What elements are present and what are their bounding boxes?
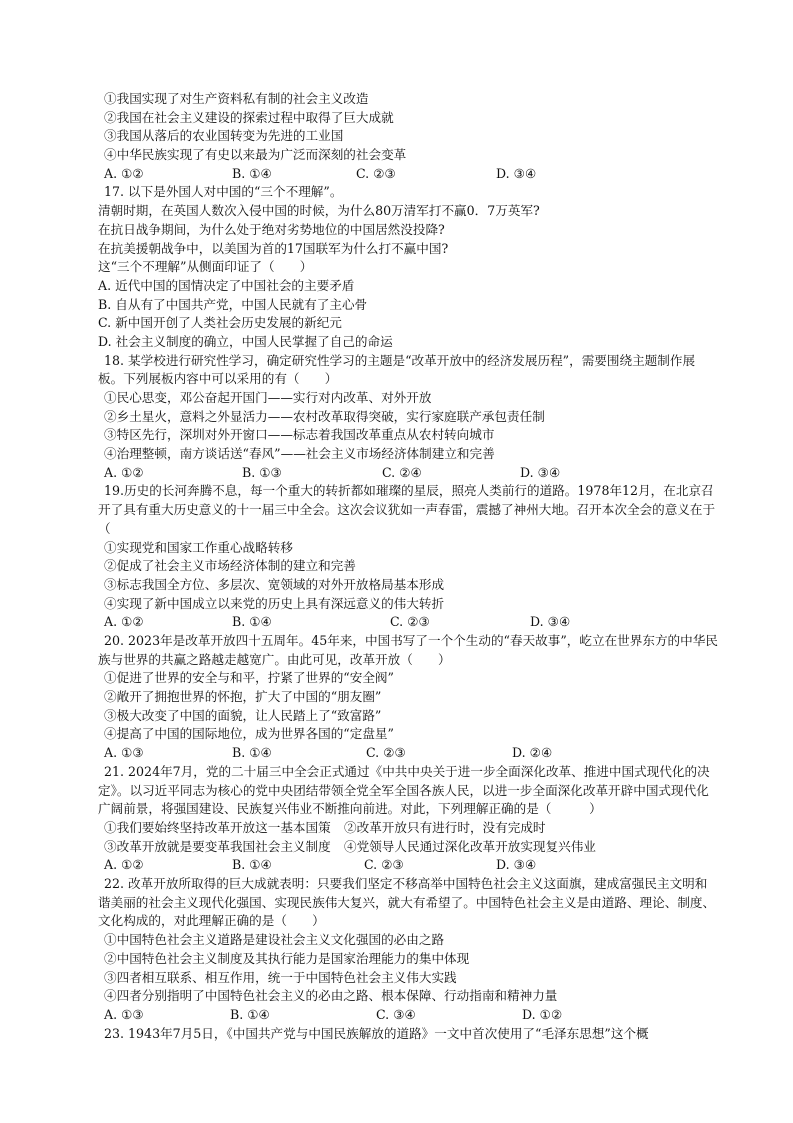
q19-item-1: ①实现党和国家工作重心战略转移 [104, 539, 293, 555]
q17-line-1: 清朝时期，在英国人数次入侵中国的时候，为什么80万清军打不赢0．7万英军? [98, 203, 540, 219]
q20-item-1: ①促进了世界的安全与和平，拧紧了世界的“安全阀” [104, 670, 394, 686]
q22-item-4: ④四者分别指明了中国特色社会主义的必由之路、根本保障、行动指南和精神力量 [104, 988, 558, 1004]
q16-options [98, 165, 718, 184]
q22-options [98, 1006, 718, 1025]
q20-option-b[interactable]: B. ①④ [232, 745, 272, 761]
q17-choice-c[interactable]: C. 新中国开创了人类社会历史发展的新纪元 [98, 315, 342, 331]
exam-page [98, 90, 718, 1043]
q18-options [98, 464, 718, 483]
q21-item-4: ④党领导人民通过深化改革开放实现复兴伟业 [344, 838, 596, 854]
q22-option-a[interactable]: A. ①③ [104, 1006, 144, 1022]
q19-option-c[interactable]: C. ②③ [390, 614, 430, 630]
q21-options [98, 856, 718, 875]
q16-option-a[interactable]: A. ①② [104, 165, 144, 181]
q18-item-2: ②乡土星火，意料之外显活力——农村改革取得突破，实行家庭联产承包责任制 [104, 408, 545, 424]
q18-option-d[interactable]: D. ③④ [520, 464, 561, 480]
q16-option-c[interactable]: C. ②③ [356, 165, 396, 181]
q23-stem: 23. 1943年7月5日，《中国共产党与中国民族解放的道路》一文中首次使用了“毛泽东思想”这个概 [104, 1025, 649, 1041]
q21-item-2: ②改革开放只有进行时，没有完成时 [344, 819, 546, 835]
q22-item-2: ②中国特色社会主义制度及其执行能力是国家治理能力的集中体现 [104, 950, 470, 966]
q20-stem: 20. 2023年是改革开放四十五周年。45年来，中国书写了一个个生动的“春天故事”，屹立在世界东方的中华民族与世界的共赢之路越走越宽广。由此可见，改革开放（ ） [98, 633, 718, 667]
q20-option-d[interactable]: D. ②④ [512, 745, 553, 761]
q16-item-2: ②我国在社会主义建设的探索过程中取得了巨大成就 [104, 109, 394, 125]
q19-item-3: ③标志我国全方位、多层次、宽领域的对外开放格局基本形成 [104, 576, 445, 592]
q17-choice-b[interactable]: B. 自从有了中国共产党，中国人民就有了主心骨 [98, 296, 368, 312]
q21-option-d[interactable]: D. ③④ [496, 857, 537, 873]
q21-option-b[interactable]: B. ①④ [232, 857, 272, 873]
q17-line-3: 在抗美援朝战争中，以美国为首的17国联军为什么打不赢中国? [98, 240, 449, 256]
q22-item-3: ③四者相互联系、相互作用，统一于中国特色社会主义伟大实践 [104, 969, 457, 985]
q16-option-b[interactable]: B. ①④ [232, 165, 272, 181]
q22-item-1: ①中国特色社会主义道路是建设社会主义文化强国的必由之路 [104, 932, 445, 948]
q16-item-3: ③我国从落后的农业国转变为先进的工业国 [104, 128, 344, 144]
q20-option-a[interactable]: A. ①③ [104, 745, 144, 761]
q17-line-2: 在抗日战争期间，为什么处于绝对劣势地位的中国居然没投降? [98, 221, 445, 237]
q20-item-3: ③极大改变了中国的面貌，让人民踏上了“致富路” [104, 707, 382, 723]
q21-option-c[interactable]: C. ②③ [364, 857, 404, 873]
q16-option-d[interactable]: D. ③④ [496, 165, 537, 181]
q18-option-b[interactable]: B. ①③ [242, 464, 282, 480]
q16-item-1: ①我国实现了对生产资料私有制的社会主义改造 [104, 91, 369, 106]
q22-option-d[interactable]: D. ①② [522, 1006, 563, 1022]
q17-choice-d[interactable]: D. 社会主义制度的确立，中国人民掌握了自己的命运 [98, 333, 393, 349]
q18-option-c[interactable]: C. ②④ [382, 464, 422, 480]
q19-options [98, 613, 718, 632]
q21-items-row-1 [98, 819, 718, 838]
q18-item-1: ①民心思变，邓公奋起开国门——实行对内改革、对外开放 [104, 390, 432, 406]
q19-option-b[interactable]: B. ①④ [232, 614, 272, 630]
q22-stem: 22. 改革开放所取得的巨大成就表明：只要我们坚定不移高举中国特色社会主义这面旗，建成富强民主文明和谐美丽的社会主义现代化强国、实现民族伟大复兴，就大有希望了。中国特色社会主义是由道路、理论、制度、文化构成的，对此理解正确的是（ ） [98, 876, 716, 929]
q18-item-3: ③特区先行，深圳对外开窗口——标志着我国改革重点从农村转向城市 [104, 427, 495, 443]
q16-item-4: ④中华民族实现了有史以来最为广泛而深刻的社会变革 [104, 147, 407, 163]
q19-item-4: ④实现了新中国成立以来党的历史上具有深远意义的伟大转折 [104, 595, 445, 611]
q20-options [98, 744, 718, 763]
q21-items-row-2 [98, 838, 718, 857]
q22-option-c[interactable]: C. ③④ [376, 1006, 416, 1022]
q21-stem: 21. 2024年7月，党的二十届三中全会正式通过《中共中央关于进一步全面深化改革、推进中国式现代化的决定》。以习近平同志为核心的党中央团结带领全党全军全国各族人民，以进一步全面深化改革开辟中国式现代化广阔前景，将强国建设、民族复兴伟业不断推向前进。对此，下列理解正确的是（ ） [98, 763, 710, 817]
q22-option-b[interactable]: B. ①④ [230, 1006, 270, 1022]
q20-item-2: ②敞开了拥抱世界的怀抱，扩大了中国的“朋友圈” [104, 689, 382, 705]
q17-stem: 17. 以下是外国人对中国的“三个不理解”。 [104, 184, 343, 200]
q17-choice-a[interactable]: A. 近代中国的国情决定了中国社会的主要矛盾 [98, 277, 355, 293]
q19-option-a[interactable]: A. ①② [104, 614, 144, 630]
q18-option-a[interactable]: A. ①② [104, 464, 144, 480]
q21-option-a[interactable]: A. ①② [104, 857, 144, 873]
q19-item-2: ②促成了社会主义市场经济体制的建立和完善 [104, 558, 356, 574]
q21-item-1: ①我们要始终坚持改革开放这一基本国策 [104, 819, 331, 835]
q20-option-c[interactable]: C. ②③ [366, 745, 406, 761]
q18-item-4: ④治理整顿，南方谈话送“春风”——社会主义市场经济体制建立和完善 [104, 446, 495, 462]
q19-stem: 19.历史的长河奔腾不息，每一个重大的转折都如璀璨的星辰，照亮人类前行的道路。1978年12月，在北京召开了具有重大历史意义的十一届三中全会。这次会议犹如一声春雷，震撼了神州大地。召开本次全会的意义在于（ [98, 483, 716, 536]
q17-line-4: 这“三个不理解”从侧面印证了（ ） [98, 259, 313, 275]
q18-stem: 18. 某学校进行研究性学习，确定研究性学习的主题是“改革开放中的经济发展历程”，需要围绕主题制作展板。下列展板内容中可以采用的有（ ） [98, 352, 696, 387]
q20-item-4: ④提高了中国的国际地位，成为世界各国的“定盘星” [104, 726, 394, 742]
q19-option-d[interactable]: D. ③④ [530, 614, 571, 630]
q21-item-3: ③改革开放就是要变革我国社会主义制度 [104, 838, 331, 854]
